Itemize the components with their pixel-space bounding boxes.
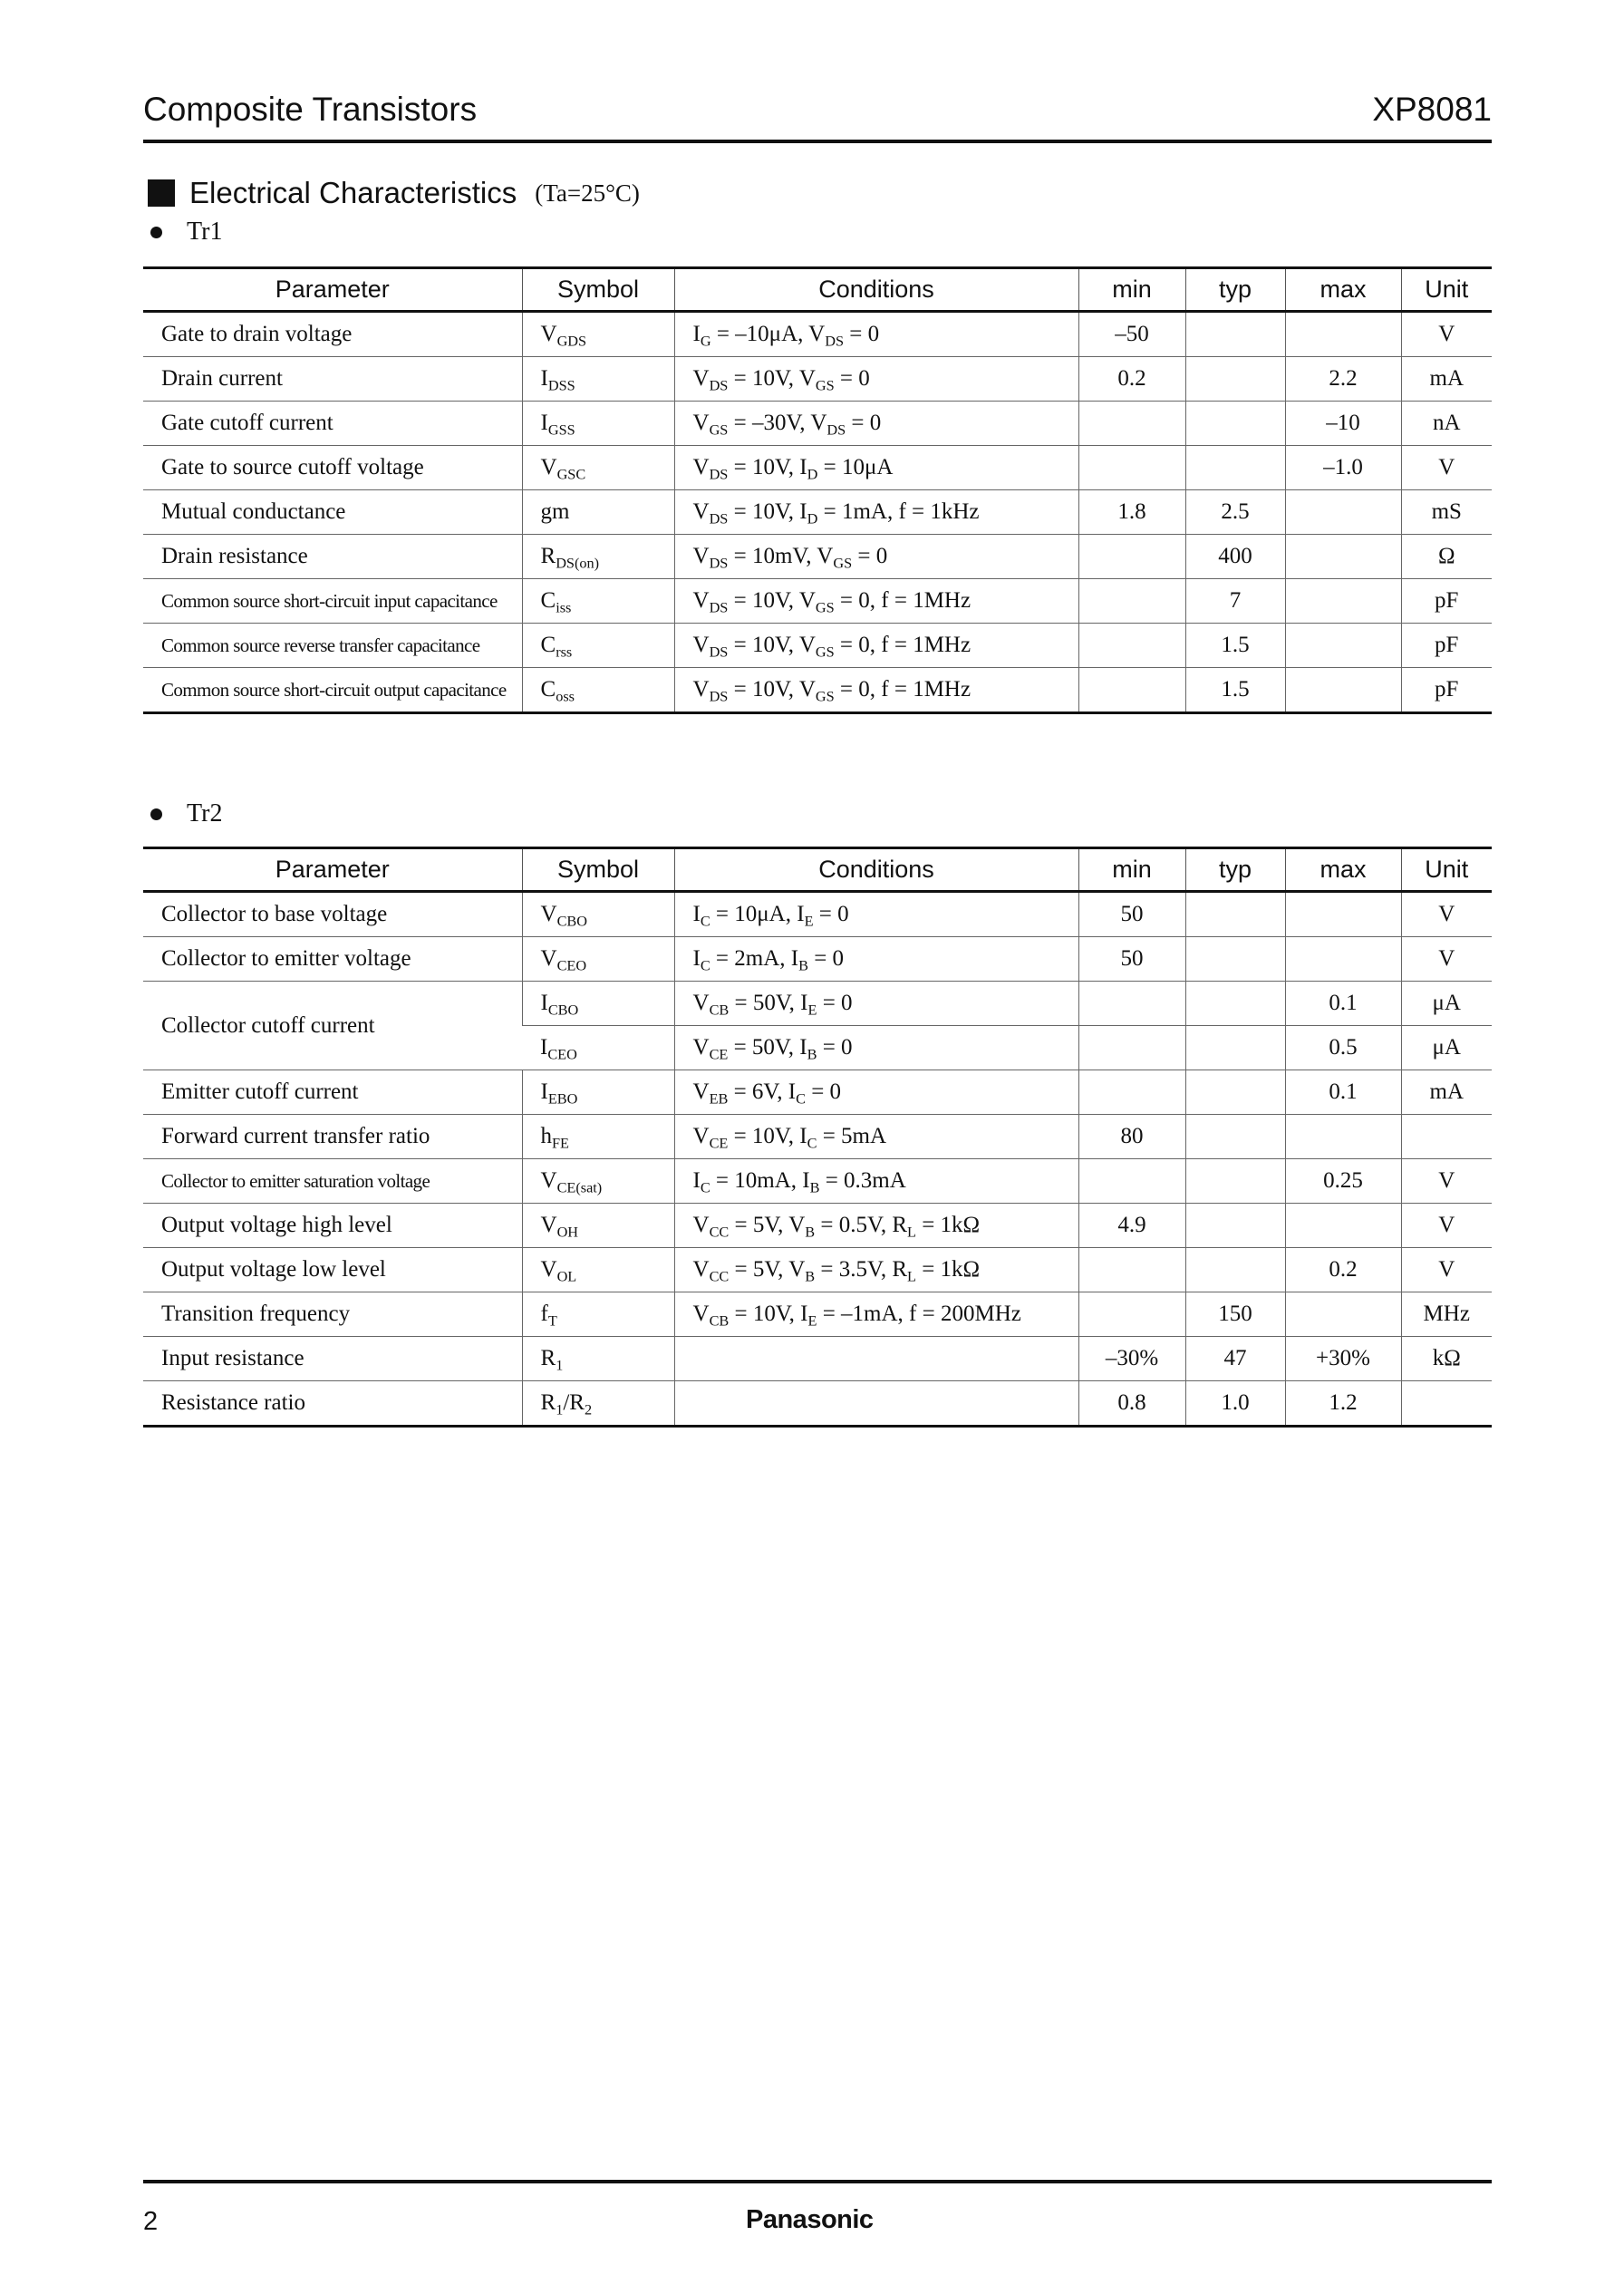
cell-parameter: Collector to base voltage bbox=[143, 892, 522, 937]
table-row bbox=[143, 1159, 1492, 1204]
column-header-unit: Unit bbox=[1401, 848, 1492, 892]
cell-symbol: $C_{iss}$ bbox=[522, 579, 674, 624]
cell-parameter: Emitter cutoff current bbox=[143, 1070, 522, 1115]
cell-symbol: $V_{OH}$ bbox=[522, 1204, 674, 1248]
cell-unit: mA bbox=[1401, 1070, 1492, 1115]
cell-typ: 7 bbox=[1185, 579, 1285, 624]
page-footer bbox=[143, 2180, 1492, 2238]
cell-unit: pF bbox=[1401, 579, 1492, 624]
cell-max bbox=[1285, 668, 1401, 713]
cell-max: 0.5 bbox=[1285, 1026, 1401, 1070]
column-header-unit: Unit bbox=[1401, 268, 1492, 312]
cell-unit: V bbox=[1401, 937, 1492, 982]
column-header-symbol: Symbol bbox=[522, 268, 674, 312]
cell-conditions: $V_{CC} = 5V$, $V_B = 3.5V$, $R_L = 1k\Omega$ bbox=[674, 1248, 1078, 1292]
cell-min bbox=[1078, 1070, 1185, 1115]
page-header bbox=[143, 91, 1492, 143]
cell-conditions bbox=[674, 1337, 1078, 1381]
cell-conditions: $I_C = 10\mu A$, $I_E = 0$ bbox=[674, 892, 1078, 937]
cell-parameter: Input resistance bbox=[143, 1337, 522, 1381]
table-row bbox=[143, 1337, 1492, 1381]
cell-typ: 1.5 bbox=[1185, 624, 1285, 668]
cell-max bbox=[1285, 579, 1401, 624]
cell-conditions: $V_{DS} = 10V$, $I_D = 10\mu A$ bbox=[674, 446, 1078, 490]
cell-typ bbox=[1185, 1204, 1285, 1248]
tr2-label: Tr2 bbox=[187, 799, 223, 828]
cell-unit: Ω bbox=[1401, 535, 1492, 579]
cell-min bbox=[1078, 1248, 1185, 1292]
tr2-subheading bbox=[150, 799, 222, 829]
cell-typ bbox=[1185, 982, 1285, 1026]
cell-symbol: $V_{GSC}$ bbox=[522, 446, 674, 490]
cell-unit: kΩ bbox=[1401, 1337, 1492, 1381]
cell-min bbox=[1078, 402, 1185, 446]
column-header-typ: typ bbox=[1185, 268, 1285, 312]
cell-min bbox=[1078, 1026, 1185, 1070]
cell-min bbox=[1078, 668, 1185, 713]
cell-max bbox=[1285, 1115, 1401, 1159]
section-title: Electrical Characteristics bbox=[189, 176, 517, 209]
section-heading bbox=[148, 175, 640, 211]
tr2-characteristics-table bbox=[143, 847, 1492, 1428]
table-row bbox=[143, 402, 1492, 446]
cell-unit: V bbox=[1401, 312, 1492, 357]
cell-min: 4.9 bbox=[1078, 1204, 1185, 1248]
tr1-subheading bbox=[150, 217, 222, 247]
cell-conditions: $V_{CB} = 10V$, $I_E = -1mA$, f = 200MHz bbox=[674, 1292, 1078, 1337]
cell-parameter: Drain resistance bbox=[143, 535, 522, 579]
cell-unit: μA bbox=[1401, 1026, 1492, 1070]
table-header-row bbox=[143, 848, 1492, 892]
cell-symbol: $V_{CBO}$ bbox=[522, 892, 674, 937]
cell-parameter: Resistance ratio bbox=[143, 1381, 522, 1427]
cell-unit: pF bbox=[1401, 624, 1492, 668]
column-header-max: max bbox=[1285, 268, 1401, 312]
cell-parameter: Common source reverse transfer capacitance bbox=[143, 624, 522, 668]
cell-parameter: Collector to emitter saturation voltage bbox=[143, 1159, 522, 1204]
cell-parameter: Drain current bbox=[143, 357, 522, 402]
cell-parameter: Collector cutoff current bbox=[143, 982, 522, 1070]
cell-unit bbox=[1401, 1115, 1492, 1159]
table-row bbox=[143, 312, 1492, 357]
cell-max: +30% bbox=[1285, 1337, 1401, 1381]
cell-max: 2.2 bbox=[1285, 357, 1401, 402]
cell-symbol: $I_{CBO}$ bbox=[522, 982, 674, 1026]
cell-parameter: Gate cutoff current bbox=[143, 402, 522, 446]
cell-parameter: Forward current transfer ratio bbox=[143, 1115, 522, 1159]
section-condition: (Ta=25°C) bbox=[535, 179, 640, 207]
cell-conditions: $I_C = 10mA$, $I_B = 0.3mA$ bbox=[674, 1159, 1078, 1204]
cell-max: 0.1 bbox=[1285, 982, 1401, 1026]
cell-conditions bbox=[674, 1381, 1078, 1427]
cell-unit: μA bbox=[1401, 982, 1492, 1026]
bullet-dot-icon bbox=[150, 227, 162, 238]
cell-unit: pF bbox=[1401, 668, 1492, 713]
cell-max: –10 bbox=[1285, 402, 1401, 446]
cell-parameter: Collector to emitter voltage bbox=[143, 937, 522, 982]
cell-unit: V bbox=[1401, 1159, 1492, 1204]
cell-parameter: Gate to drain voltage bbox=[143, 312, 522, 357]
cell-min: –50 bbox=[1078, 312, 1185, 357]
column-header-conditions: Conditions bbox=[674, 268, 1078, 312]
cell-symbol: $I_{DSS}$ bbox=[522, 357, 674, 402]
tr1-characteristics-table bbox=[143, 266, 1492, 714]
cell-parameter: Transition frequency bbox=[143, 1292, 522, 1337]
cell-parameter: Gate to source cutoff voltage bbox=[143, 446, 522, 490]
cell-min bbox=[1078, 982, 1185, 1026]
cell-typ bbox=[1185, 937, 1285, 982]
column-header-parameter: Parameter bbox=[143, 268, 522, 312]
cell-typ bbox=[1185, 1115, 1285, 1159]
cell-typ bbox=[1185, 1159, 1285, 1204]
table-row bbox=[143, 668, 1492, 713]
column-header-conditions: Conditions bbox=[674, 848, 1078, 892]
cell-max bbox=[1285, 892, 1401, 937]
cell-min: 0.2 bbox=[1078, 357, 1185, 402]
column-header-max: max bbox=[1285, 848, 1401, 892]
cell-min: –30% bbox=[1078, 1337, 1185, 1381]
cell-min bbox=[1078, 579, 1185, 624]
cell-symbol: $R_1/R_2$ bbox=[522, 1381, 674, 1427]
table-row bbox=[143, 535, 1492, 579]
cell-symbol: $V_{CE(sat)}$ bbox=[522, 1159, 674, 1204]
cell-symbol: $V_{OL}$ bbox=[522, 1248, 674, 1292]
cell-conditions: $V_{GS} = -30V$, $V_{DS} = 0$ bbox=[674, 402, 1078, 446]
cell-max: 0.25 bbox=[1285, 1159, 1401, 1204]
cell-conditions: $V_{CC} = 5V$, $V_B = 0.5V$, $R_L = 1k\Omega$ bbox=[674, 1204, 1078, 1248]
cell-unit bbox=[1401, 1381, 1492, 1427]
column-header-symbol: Symbol bbox=[522, 848, 674, 892]
cell-min bbox=[1078, 446, 1185, 490]
cell-min: 80 bbox=[1078, 1115, 1185, 1159]
table-row bbox=[143, 1248, 1492, 1292]
table-row bbox=[143, 357, 1492, 402]
cell-conditions: $V_{DS} = 10V$, $I_D = 1mA$, f = 1kHz bbox=[674, 490, 1078, 535]
table-row bbox=[143, 1292, 1492, 1337]
column-header-min: min bbox=[1078, 848, 1185, 892]
table-row bbox=[143, 1381, 1492, 1427]
square-bullet-icon bbox=[148, 179, 175, 207]
bullet-dot-icon bbox=[150, 808, 162, 820]
page-number: 2 bbox=[143, 2207, 159, 2236]
cell-unit: mS bbox=[1401, 490, 1492, 535]
cell-typ: 47 bbox=[1185, 1337, 1285, 1381]
cell-typ bbox=[1185, 446, 1285, 490]
cell-symbol: $I_{GSS}$ bbox=[522, 402, 674, 446]
cell-symbol: $f_T$ bbox=[522, 1292, 674, 1337]
cell-conditions: $V_{CB} = 50V$, $I_E = 0$ bbox=[674, 982, 1078, 1026]
cell-conditions: $V_{DS} = 10V$, $V_{GS} = 0$ bbox=[674, 357, 1078, 402]
cell-unit: nA bbox=[1401, 402, 1492, 446]
cell-symbol: $V_{CEO}$ bbox=[522, 937, 674, 982]
cell-typ: 1.5 bbox=[1185, 668, 1285, 713]
cell-typ bbox=[1185, 312, 1285, 357]
cell-parameter: Common source short-circuit input capacitance bbox=[143, 579, 522, 624]
cell-conditions: $V_{DS} = 10V$, $V_{GS} = 0$, f = 1MHz bbox=[674, 624, 1078, 668]
cell-conditions: $V_{EB} = 6V$, $I_C = 0$ bbox=[674, 1070, 1078, 1115]
cell-typ: 1.0 bbox=[1185, 1381, 1285, 1427]
table-row bbox=[143, 1070, 1492, 1115]
cell-typ bbox=[1185, 402, 1285, 446]
table-row bbox=[143, 982, 1492, 1026]
cell-conditions: $V_{CE} = 50V$, $I_B = 0$ bbox=[674, 1026, 1078, 1070]
cell-symbol: $R_1$ bbox=[522, 1337, 674, 1381]
tr1-label: Tr1 bbox=[187, 218, 223, 246]
table-row bbox=[143, 490, 1492, 535]
table-row bbox=[143, 1204, 1492, 1248]
cell-parameter: Output voltage high level bbox=[143, 1204, 522, 1248]
cell-max: 1.2 bbox=[1285, 1381, 1401, 1427]
cell-conditions: $I_G = -10\mu A$, $V_{DS} = 0$ bbox=[674, 312, 1078, 357]
cell-min: 50 bbox=[1078, 937, 1185, 982]
cell-min bbox=[1078, 624, 1185, 668]
cell-max bbox=[1285, 1292, 1401, 1337]
cell-symbol: $I_{CEO}$ bbox=[522, 1026, 674, 1070]
cell-max: –1.0 bbox=[1285, 446, 1401, 490]
cell-max: 0.1 bbox=[1285, 1070, 1401, 1115]
cell-parameter: Mutual conductance bbox=[143, 490, 522, 535]
column-header-min: min bbox=[1078, 268, 1185, 312]
cell-conditions: $V_{DS} = 10V$, $V_{GS} = 0$, f = 1MHz bbox=[674, 579, 1078, 624]
cell-max bbox=[1285, 535, 1401, 579]
cell-parameter: Common source short-circuit output capacitance bbox=[143, 668, 522, 713]
cell-typ: 150 bbox=[1185, 1292, 1285, 1337]
cell-max: 0.2 bbox=[1285, 1248, 1401, 1292]
cell-conditions: $V_{CE} = 10V$, $I_C = 5mA$ bbox=[674, 1115, 1078, 1159]
cell-symbol: gm bbox=[522, 490, 674, 535]
cell-max bbox=[1285, 937, 1401, 982]
table-header-row bbox=[143, 268, 1492, 312]
cell-max bbox=[1285, 312, 1401, 357]
brand-logo: Panasonic bbox=[746, 2205, 874, 2234]
document-category-title: Composite Transistors bbox=[143, 91, 478, 128]
cell-min bbox=[1078, 535, 1185, 579]
cell-symbol: $h_{FE}$ bbox=[522, 1115, 674, 1159]
cell-typ: 400 bbox=[1185, 535, 1285, 579]
table-row bbox=[143, 579, 1492, 624]
table-row bbox=[143, 1115, 1492, 1159]
cell-max bbox=[1285, 490, 1401, 535]
column-header-typ: typ bbox=[1185, 848, 1285, 892]
cell-min bbox=[1078, 1159, 1185, 1204]
table-row bbox=[143, 624, 1492, 668]
cell-unit: V bbox=[1401, 446, 1492, 490]
cell-min: 1.8 bbox=[1078, 490, 1185, 535]
cell-symbol: $V_{GDS}$ bbox=[522, 312, 674, 357]
cell-min bbox=[1078, 1292, 1185, 1337]
cell-max bbox=[1285, 1204, 1401, 1248]
cell-unit: V bbox=[1401, 1204, 1492, 1248]
cell-symbol: $I_{EBO}$ bbox=[522, 1070, 674, 1115]
table-row bbox=[143, 937, 1492, 982]
cell-parameter: Output voltage low level bbox=[143, 1248, 522, 1292]
cell-conditions: $I_C = 2mA$, $I_B = 0$ bbox=[674, 937, 1078, 982]
cell-symbol: $C_{rss}$ bbox=[522, 624, 674, 668]
cell-unit: V bbox=[1401, 1248, 1492, 1292]
cell-typ bbox=[1185, 892, 1285, 937]
cell-symbol: $C_{oss}$ bbox=[522, 668, 674, 713]
cell-max bbox=[1285, 624, 1401, 668]
cell-typ bbox=[1185, 357, 1285, 402]
cell-min: 0.8 bbox=[1078, 1381, 1185, 1427]
cell-conditions: $V_{DS} = 10mV$, $V_{GS} = 0$ bbox=[674, 535, 1078, 579]
table-row bbox=[143, 892, 1492, 937]
table-row bbox=[143, 446, 1492, 490]
cell-typ bbox=[1185, 1026, 1285, 1070]
cell-conditions: $V_{DS} = 10V$, $V_{GS} = 0$, f = 1MHz bbox=[674, 668, 1078, 713]
cell-symbol: $R_{DS(on)}$ bbox=[522, 535, 674, 579]
cell-unit: V bbox=[1401, 892, 1492, 937]
cell-unit: MHz bbox=[1401, 1292, 1492, 1337]
cell-unit: mA bbox=[1401, 357, 1492, 402]
column-header-parameter: Parameter bbox=[143, 848, 522, 892]
part-number: XP8081 bbox=[1372, 91, 1492, 128]
cell-typ bbox=[1185, 1070, 1285, 1115]
cell-min: 50 bbox=[1078, 892, 1185, 937]
cell-typ bbox=[1185, 1248, 1285, 1292]
cell-typ: 2.5 bbox=[1185, 490, 1285, 535]
